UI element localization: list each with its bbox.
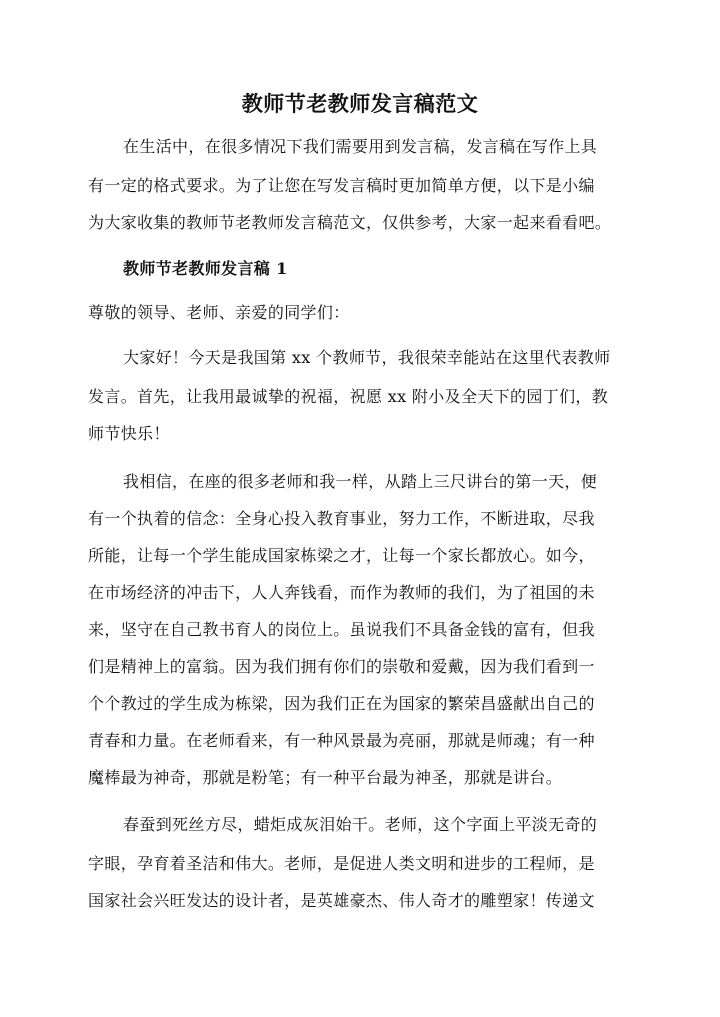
- paragraph-line: 们是精神上的富翁。因为我们拥有你们的崇敬和爱戴，因为我们看到一: [88, 657, 595, 676]
- paragraph-line: 字眼，孕育着圣洁和伟大。老师，是促进人类文明和进步的工程师，是: [88, 854, 595, 873]
- paragraph-line: 春蚕到死丝方尽，蜡炬成灰泪始干。老师，这个字面上平淡无奇的: [123, 815, 598, 834]
- paragraph-line: 发言。首先，让我用最诚挚的祝福，祝愿 xx 附小及全天下的园丁们，教: [88, 387, 609, 406]
- paragraph-line: 魔棒最为神奇，那就是粉笔；有一种平台最为神圣，那就是讲台。: [88, 768, 563, 787]
- paragraph-line: 国家社会兴旺发达的设计者，是英雄豪杰、伟人奇才的雕塑家！传递文: [88, 891, 595, 910]
- salutation-line: 尊敬的领导、老师、亲爱的同学们：: [88, 303, 350, 322]
- paragraph-line: 为大家收集的教师节老教师发言稿范文，仅供参考，大家一起来看看吧。: [88, 213, 612, 232]
- paragraph-line: 有一个执着的信念：全身心投入教育事业，努力工作，不断进取，尽我: [88, 509, 595, 528]
- paragraph-line: 我相信，在座的很多老师和我一样，从踏上三尺讲台的第一天，便: [123, 472, 598, 491]
- paragraph-line: 所能，让每一个学生能成国家栋梁之才，让每一个家长都放心。如今，: [88, 546, 595, 565]
- paragraph-line: 青春和力量。在老师看来，有一种风景最为亮丽，那就是师魂；有一种: [88, 731, 595, 750]
- paragraph-line: 个个教过的学生成为栋梁，因为我们正在为国家的繁荣昌盛献出自己的: [88, 694, 595, 713]
- paragraph-line: 有一定的格式要求。为了让您在写发言稿时更加简单方便，以下是小编: [88, 176, 595, 195]
- section-heading: 教师节老教师发言稿 1: [123, 259, 288, 278]
- paragraph-line: 师节快乐！: [88, 424, 170, 443]
- paragraph-line: 来，坚守在自己教书育人的岗位上。虽说我们不具备金钱的富有，但我: [88, 620, 595, 639]
- paragraph-line: 在生活中，在很多情况下我们需要用到发言稿，发言稿在写作上具: [123, 137, 598, 156]
- paragraph-line: 大家好！今天是我国第 xx 个教师节，我很荣幸能站在这里代表教师: [123, 348, 611, 367]
- paragraph-line: 在市场经济的冲击下，人人奔钱看，而作为教师的我们，为了祖国的未: [88, 583, 595, 602]
- document-title: 教师节老教师发言稿范文: [241, 91, 479, 116]
